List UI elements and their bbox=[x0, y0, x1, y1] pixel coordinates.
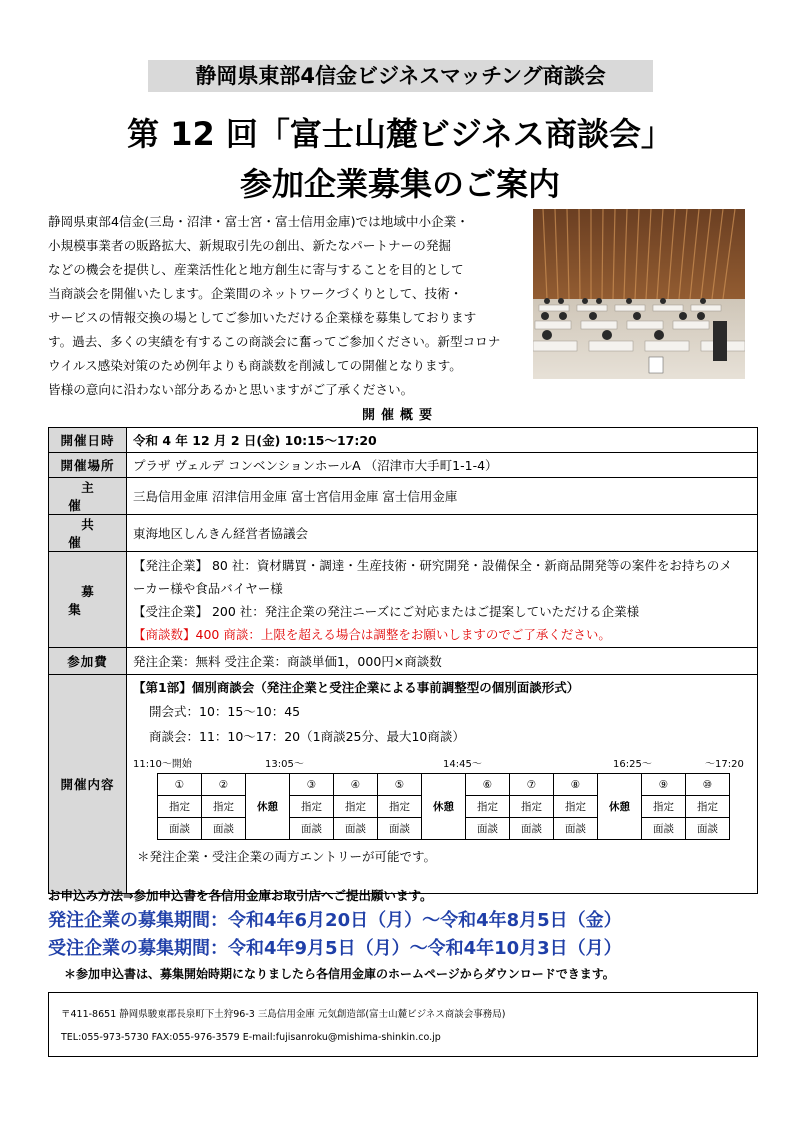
fee-value: 発注企業：無料 受注企業：商談単価1，000円×商談数 bbox=[127, 648, 758, 675]
slot-type: 指定 bbox=[466, 796, 510, 818]
host-value: 三島信用金庫 沼津信用金庫 富士宮信用金庫 富士信用金庫 bbox=[127, 478, 758, 515]
slot-number: ④ bbox=[334, 774, 378, 796]
fee-label: 参加費 bbox=[49, 648, 127, 675]
content-value bbox=[127, 675, 758, 894]
slot-type: 面談 bbox=[510, 818, 554, 840]
intro-line: ウイルス感染対策のため例年よりも商談数を削減しての開催となります。 bbox=[48, 358, 462, 373]
date-value: 令和 4 年 12 月 2 日(金) 10:15～17:20 bbox=[127, 428, 758, 453]
intro-line: などの機会を提供し、産業活性化と地方創生に寄与することを目的として bbox=[48, 262, 464, 277]
download-note: ＊参加申込書は、募集開始時期になりましたら各信用金庫のホームページからダウンロードできます。 bbox=[64, 967, 615, 981]
venue-value: プラザ ヴェルデ コンベンションホールA （沼津市大手町1-1-4） bbox=[127, 453, 758, 478]
opening-ceremony: 開会式：10：15～10：45 bbox=[149, 704, 301, 719]
slot-type: 指定 bbox=[554, 796, 598, 818]
slot-number: ② bbox=[202, 774, 246, 796]
intro-line: サービスの情報交換の場としてご参加いただける企業様を募集しております bbox=[48, 310, 477, 325]
venue-label: 開催場所 bbox=[49, 453, 127, 478]
receiving-period: 受注企業の募集期間：令和4年9月5日（月）～令和4年10月3日（月） bbox=[48, 938, 622, 959]
meeting-slots-table bbox=[157, 773, 730, 840]
meeting-count-note: 【商談数】400 商談：上限を超える場合は調整をお願いしますのでご了承ください。 bbox=[133, 626, 611, 642]
intro-text bbox=[48, 210, 528, 402]
slot-number: ① bbox=[158, 774, 202, 796]
contact-address: 〒411-8651 静岡県駿東郡長泉町下土狩96-3 三島信用金庫 元気創造部(富士山麓ビジネス商談会事務局) bbox=[61, 1009, 506, 1020]
slot-type: 指定 bbox=[378, 796, 422, 818]
slot-type: 指定 bbox=[510, 796, 554, 818]
intro-line: 小規模事業者の販路拡大、新規取引先の創出、新たなパートナーの発掘 bbox=[48, 238, 451, 253]
contact-box bbox=[48, 992, 758, 1057]
intro-line: 当商談会を開催いたします。企業間のネットワークづくりとして、技術・ bbox=[48, 286, 463, 301]
date-label: 開催日時 bbox=[49, 428, 127, 453]
slot-type: 面談 bbox=[686, 818, 730, 840]
event-overview-table bbox=[48, 427, 758, 894]
content-label: 開催内容 bbox=[49, 675, 127, 894]
break-cell: 休憩 bbox=[246, 774, 290, 840]
slot-type: 面談 bbox=[466, 818, 510, 840]
cohost-value: 東海地区しんきん経営者協議会 bbox=[127, 515, 758, 552]
slot-type: 指定 bbox=[334, 796, 378, 818]
time-markers bbox=[133, 755, 747, 769]
slot-number: ⑦ bbox=[510, 774, 554, 796]
entry-footnote: ＊発注企業・受注企業の両方エントリーが可能です。 bbox=[137, 849, 437, 864]
slot-number: ⑤ bbox=[378, 774, 422, 796]
break-cell: 休憩 bbox=[422, 774, 466, 840]
slot-number: ③ bbox=[290, 774, 334, 796]
time-marker: 11:10～開始 bbox=[133, 759, 192, 770]
slot-type: 面談 bbox=[378, 818, 422, 840]
page-subtitle: 参加企業募集のご案内 bbox=[239, 165, 560, 203]
recruit-line: ーカー様や食品バイヤー様 bbox=[133, 580, 283, 596]
recruit-value bbox=[127, 552, 758, 648]
schedule bbox=[127, 675, 757, 893]
slot-type: 面談 bbox=[642, 818, 686, 840]
page-title: 第 12 回「富士山麓ビジネス商談会」 bbox=[127, 115, 673, 153]
cohost-label: 共催 bbox=[49, 515, 127, 552]
meeting-schedule: 商談会：11：10～17：20（1商談25分、最大10商談） bbox=[149, 729, 465, 744]
time-marker: 13:05～ bbox=[265, 759, 304, 770]
slot-number: ⑥ bbox=[466, 774, 510, 796]
ordering-period: 発注企業の募集期間：令和4年6月20日（月）～令和4年8月5日（金） bbox=[48, 910, 622, 931]
slot-type: 指定 bbox=[642, 796, 686, 818]
intro-line: 皆様の意向に沿わない部分あるかと思いますがご了承ください。 bbox=[48, 382, 414, 397]
host-label: 主催 bbox=[49, 478, 127, 515]
slot-type: 指定 bbox=[686, 796, 730, 818]
application-method: お申込み方法⇒参加申込書を各信用金庫お取引店へご提出願います。 bbox=[48, 888, 433, 903]
recruit-label: 募集 bbox=[49, 552, 127, 648]
time-marker: ～17:20 bbox=[705, 759, 744, 770]
intro-line: 静岡県東部4信金(三島・沼津・富士宮・富士信用金庫)では地域中小企業・ bbox=[48, 214, 469, 229]
part1-heading: 【第1部】個別商談会（発注企業と受注企業による事前調整型の個別面談形式） bbox=[133, 680, 580, 695]
slot-number: ⑧ bbox=[554, 774, 598, 796]
slot-type: 面談 bbox=[158, 818, 202, 840]
contact-phone: TEL:055-973-5730 FAX:055-976-3579 E-mail:fujisanroku@mishima-shinkin.co.jp bbox=[61, 1032, 441, 1043]
time-marker: 14:45～ bbox=[443, 759, 482, 770]
time-marker: 16:25～ bbox=[613, 759, 652, 770]
slot-type: 面談 bbox=[334, 818, 378, 840]
intro-line: す。過去、多くの実績を有するこの商談会に奮ってご参加ください。新型コロナ bbox=[48, 334, 501, 349]
slot-type: 面談 bbox=[202, 818, 246, 840]
recruit-line: 【受注企業】 200 社：発注企業の発注ニーズにご対応またはご提案していただける企業様 bbox=[133, 603, 640, 619]
break-cell: 休憩 bbox=[598, 774, 642, 840]
slot-type: 指定 bbox=[290, 796, 334, 818]
venue-photo bbox=[533, 209, 745, 379]
slot-type: 指定 bbox=[158, 796, 202, 818]
slot-type: 面談 bbox=[290, 818, 334, 840]
slot-number: ⑩ bbox=[686, 774, 730, 796]
recruit-line: 【発注企業】 80 社：資材購買・調達・生産技術・研究開発・設備保全・新商品開発等の案件をお持ちのメ bbox=[133, 557, 732, 573]
slot-type: 面談 bbox=[554, 818, 598, 840]
overview-heading: 開催概要 bbox=[361, 408, 438, 423]
slot-number: ⑨ bbox=[642, 774, 686, 796]
slot-type: 指定 bbox=[202, 796, 246, 818]
event-series-banner: 静岡県東部4信金ビジネスマッチング商談会 bbox=[148, 60, 653, 92]
